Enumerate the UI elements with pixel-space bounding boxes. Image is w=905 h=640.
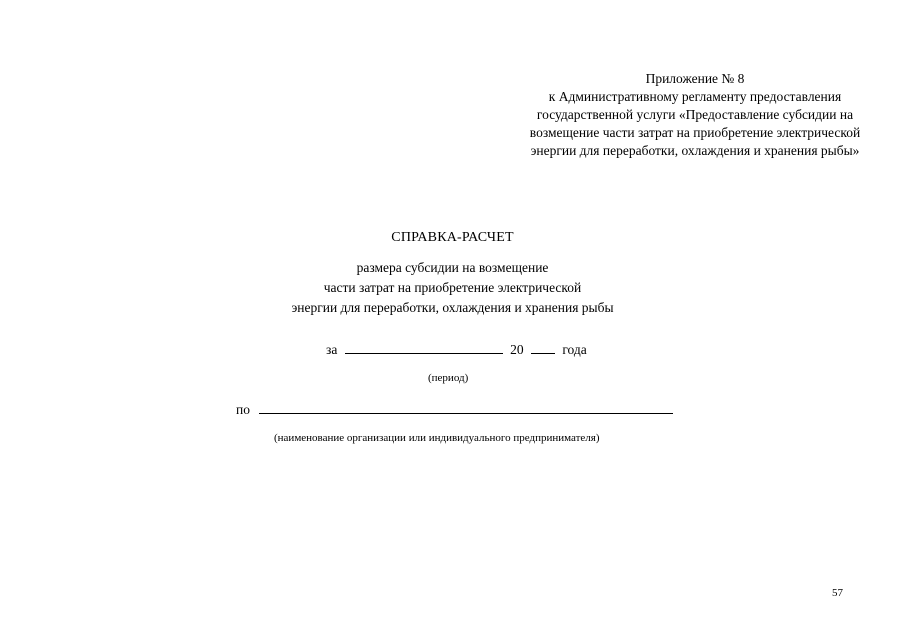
- page-number: 57: [832, 587, 843, 599]
- period-caption: (период): [428, 372, 469, 384]
- subtitle-line: энергии для переработки, охлаждения и хранения рыбы: [291, 300, 614, 315]
- appendix-line: государственной услуги «Предоставление субсидии на: [536, 107, 854, 122]
- appendix-line: Приложение № 8: [645, 71, 745, 86]
- period-suffix: года: [562, 342, 587, 357]
- appendix-line: возмещение части затрат на приобретение электрической: [529, 125, 861, 140]
- appendix-line: энергии для переработки, охлаждения и хранения рыбы»: [530, 143, 860, 158]
- organization-blank-field[interactable]: [259, 400, 673, 414]
- document-title: [0, 230, 905, 246]
- subtitle-line: размера субсидии на возмещение: [356, 260, 549, 275]
- year-blank-field[interactable]: [531, 340, 555, 354]
- subtitle-line: части затрат на приобретение электрической: [323, 280, 582, 295]
- period-row: [326, 340, 587, 358]
- appendix-block: [500, 70, 890, 160]
- organization-prefix: по: [236, 402, 250, 417]
- year-prefix: 20: [510, 342, 524, 357]
- document-subtitle: [180, 258, 725, 318]
- document-title-text: СПРАВКА-РАСЧЕТ: [391, 230, 514, 245]
- appendix-line: к Административному регламенту предоставления: [548, 89, 842, 104]
- period-blank-field[interactable]: [345, 340, 503, 354]
- organization-caption: (наименование организации или индивидуального предпринимателя): [274, 432, 600, 444]
- organization-row: [236, 400, 673, 418]
- period-prefix: за: [326, 342, 338, 357]
